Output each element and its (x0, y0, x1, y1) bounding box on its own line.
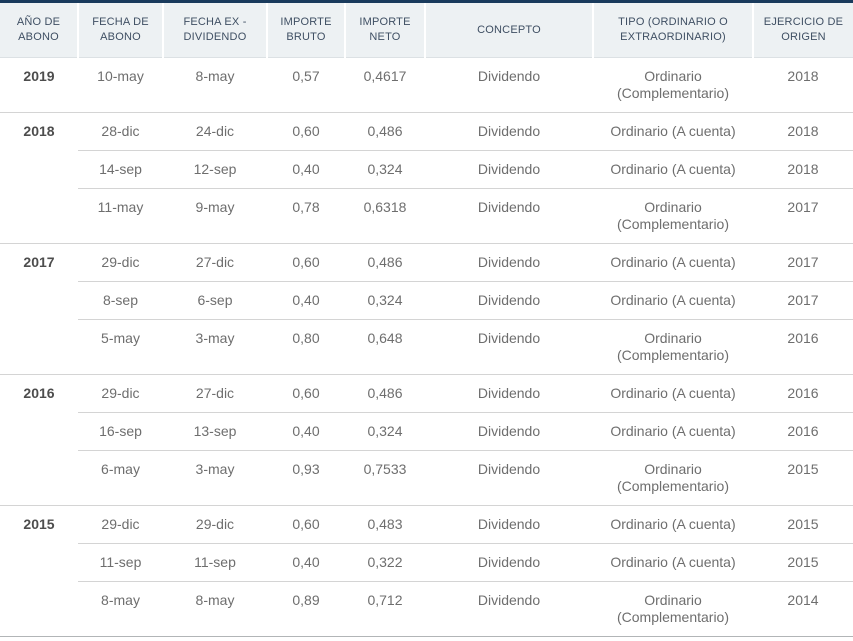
cell-importe_bruto: 0,78 (267, 189, 345, 244)
cell-fecha_abono: 29-dic (78, 244, 163, 282)
cell-tipo: Ordinario (A cuenta) (593, 375, 753, 413)
cell-importe_neto: 0,6318 (345, 189, 425, 244)
cell-importe_bruto: 0,60 (267, 506, 345, 544)
cell-importe_bruto: 0,40 (267, 282, 345, 320)
cell-tipo: Ordinario (Complementario) (593, 320, 753, 375)
cell-fecha_ex: 6-sep (163, 282, 267, 320)
cell-importe_neto: 0,486 (345, 113, 425, 151)
table-row (0, 451, 853, 506)
cell-ejercicio: 2018 (753, 151, 853, 189)
cell-importe_neto: 0,712 (345, 582, 425, 637)
year-cell: 2015 (0, 506, 78, 637)
cell-tipo: Ordinario (A cuenta) (593, 506, 753, 544)
cell-fecha_abono: 6-may (78, 451, 163, 506)
cell-fecha_ex: 8-may (163, 582, 267, 637)
cell-concepto: Dividendo (425, 506, 593, 544)
cell-tipo: Ordinario (Complementario) (616, 68, 730, 101)
cell-concepto: Dividendo (425, 113, 593, 151)
table-row (0, 282, 853, 320)
column-header-fecha_ex: FECHA EX - DIVIDENDO (163, 2, 267, 58)
year-cell: 2019 (23, 68, 55, 84)
cell-importe_neto: 0,324 (345, 151, 425, 189)
cell-importe_neto: 0,648 (345, 320, 425, 375)
cell-fecha_ex: 24-dic (163, 113, 267, 151)
table-row (0, 413, 853, 451)
cell-ejercicio: 2017 (753, 244, 853, 282)
cell-tipo: Ordinario (Complementario) (593, 451, 753, 506)
cell-importe_bruto: 0,40 (267, 544, 345, 582)
cell-fecha_ex: 8-may (195, 68, 235, 84)
table-row (0, 320, 853, 375)
cell-concepto: Dividendo (425, 244, 593, 282)
table-row (0, 189, 853, 244)
column-header-importe_neto: IMPORTE NETO (345, 2, 425, 58)
table-row (0, 151, 853, 189)
cell-fecha_abono: 29-dic (78, 506, 163, 544)
cell-fecha_ex: 3-may (163, 451, 267, 506)
cell-ejercicio: 2017 (753, 189, 853, 244)
cell-tipo: Ordinario (Complementario) (593, 189, 753, 244)
cell-fecha_ex: 29-dic (163, 506, 267, 544)
cell-importe_bruto: 0,60 (267, 375, 345, 413)
cell-importe_neto: 0,486 (345, 375, 425, 413)
cell-tipo: Ordinario (A cuenta) (593, 113, 753, 151)
cell-fecha_abono: 11-may (78, 189, 163, 244)
year-cell: 2016 (0, 375, 78, 506)
year-cell: 2017 (0, 244, 78, 375)
table-header (0, 2, 853, 58)
year-cell: 2018 (0, 113, 78, 244)
cell-concepto: Dividendo (425, 413, 593, 451)
table-row (0, 244, 853, 282)
cell-tipo: Ordinario (A cuenta) (593, 282, 753, 320)
cell-importe_bruto: 0,57 (292, 68, 320, 84)
cell-importe_neto: 0,7533 (345, 451, 425, 506)
cell-tipo: Ordinario (A cuenta) (593, 244, 753, 282)
column-header-ejercicio: EJERCICIO DE ORIGEN (753, 2, 853, 58)
cell-ejercicio: 2016 (753, 320, 853, 375)
cell-importe_neto: 0,324 (345, 413, 425, 451)
cell-concepto: Dividendo (425, 451, 593, 506)
cell-fecha_ex: 12-sep (163, 151, 267, 189)
cell-tipo: Ordinario (A cuenta) (593, 413, 753, 451)
cell-importe_neto: 0,4617 (363, 68, 407, 84)
cell-concepto: Dividendo (425, 320, 593, 375)
cell-fecha_abono: 16-sep (78, 413, 163, 451)
cell-importe_bruto: 0,80 (267, 320, 345, 375)
cell-importe_bruto: 0,60 (267, 113, 345, 151)
table-row (0, 113, 853, 151)
cell-fecha_abono: 10-may (97, 68, 144, 84)
cell-fecha_ex: 11-sep (163, 544, 267, 582)
cell-fecha_abono: 8-may (78, 582, 163, 637)
cell-fecha_abono: 8-sep (78, 282, 163, 320)
cell-fecha_abono: 28-dic (78, 113, 163, 151)
column-header-year: AÑO DE ABONO (0, 2, 78, 58)
column-header-tipo: TIPO (ORDINARIO O EXTRAORDINARIO) (593, 2, 753, 58)
cell-concepto: Dividendo (425, 544, 593, 582)
cell-fecha_abono: 11-sep (78, 544, 163, 582)
cell-importe_bruto: 0,89 (267, 582, 345, 637)
cell-concepto: Dividendo (425, 189, 593, 244)
cell-importe_bruto: 0,93 (267, 451, 345, 506)
cell-ejercicio: 2015 (753, 506, 853, 544)
cell-concepto: Dividendo (425, 375, 593, 413)
cell-fecha_abono: 5-may (78, 320, 163, 375)
cell-concepto: Dividendo (477, 68, 541, 84)
cell-tipo: Ordinario (A cuenta) (593, 151, 753, 189)
cell-tipo: Ordinario (Complementario) (593, 582, 753, 637)
table-row (0, 375, 853, 413)
table-row (0, 58, 853, 113)
cell-importe_bruto: 0,40 (267, 151, 345, 189)
cell-ejercicio: 2017 (753, 282, 853, 320)
column-header-concepto: CONCEPTO (425, 2, 593, 58)
cell-tipo: Ordinario (A cuenta) (593, 544, 753, 582)
cell-fecha_ex: 13-sep (163, 413, 267, 451)
header-row (0, 2, 853, 58)
cell-concepto: Dividendo (425, 151, 593, 189)
cell-importe_bruto: 0,60 (267, 244, 345, 282)
cell-importe_neto: 0,324 (345, 282, 425, 320)
cell-ejercicio: 2018 (787, 68, 819, 84)
table-body (0, 58, 853, 637)
cell-ejercicio: 2016 (753, 375, 853, 413)
cell-importe_neto: 0,483 (345, 506, 425, 544)
cell-ejercicio: 2018 (753, 113, 853, 151)
column-header-fecha_abono: FECHA DE ABONO (78, 2, 163, 58)
cell-importe_neto: 0,486 (345, 244, 425, 282)
cell-fecha_ex: 27-dic (163, 375, 267, 413)
cell-ejercicio: 2015 (753, 544, 853, 582)
table-row (0, 582, 853, 637)
cell-fecha_ex: 3-may (163, 320, 267, 375)
cell-concepto: Dividendo (425, 282, 593, 320)
cell-fecha_ex: 27-dic (163, 244, 267, 282)
cell-fecha_ex: 9-may (163, 189, 267, 244)
cell-ejercicio: 2016 (753, 413, 853, 451)
column-header-importe_bruto: IMPORTE BRUTO (267, 2, 345, 58)
cell-importe_neto: 0,322 (345, 544, 425, 582)
table-row (0, 544, 853, 582)
cell-concepto: Dividendo (425, 582, 593, 637)
table-row (0, 506, 853, 544)
cell-fecha_abono: 14-sep (78, 151, 163, 189)
cell-ejercicio: 2015 (753, 451, 853, 506)
cell-fecha_abono: 29-dic (78, 375, 163, 413)
cell-ejercicio: 2014 (753, 582, 853, 637)
cell-importe_bruto: 0,40 (267, 413, 345, 451)
